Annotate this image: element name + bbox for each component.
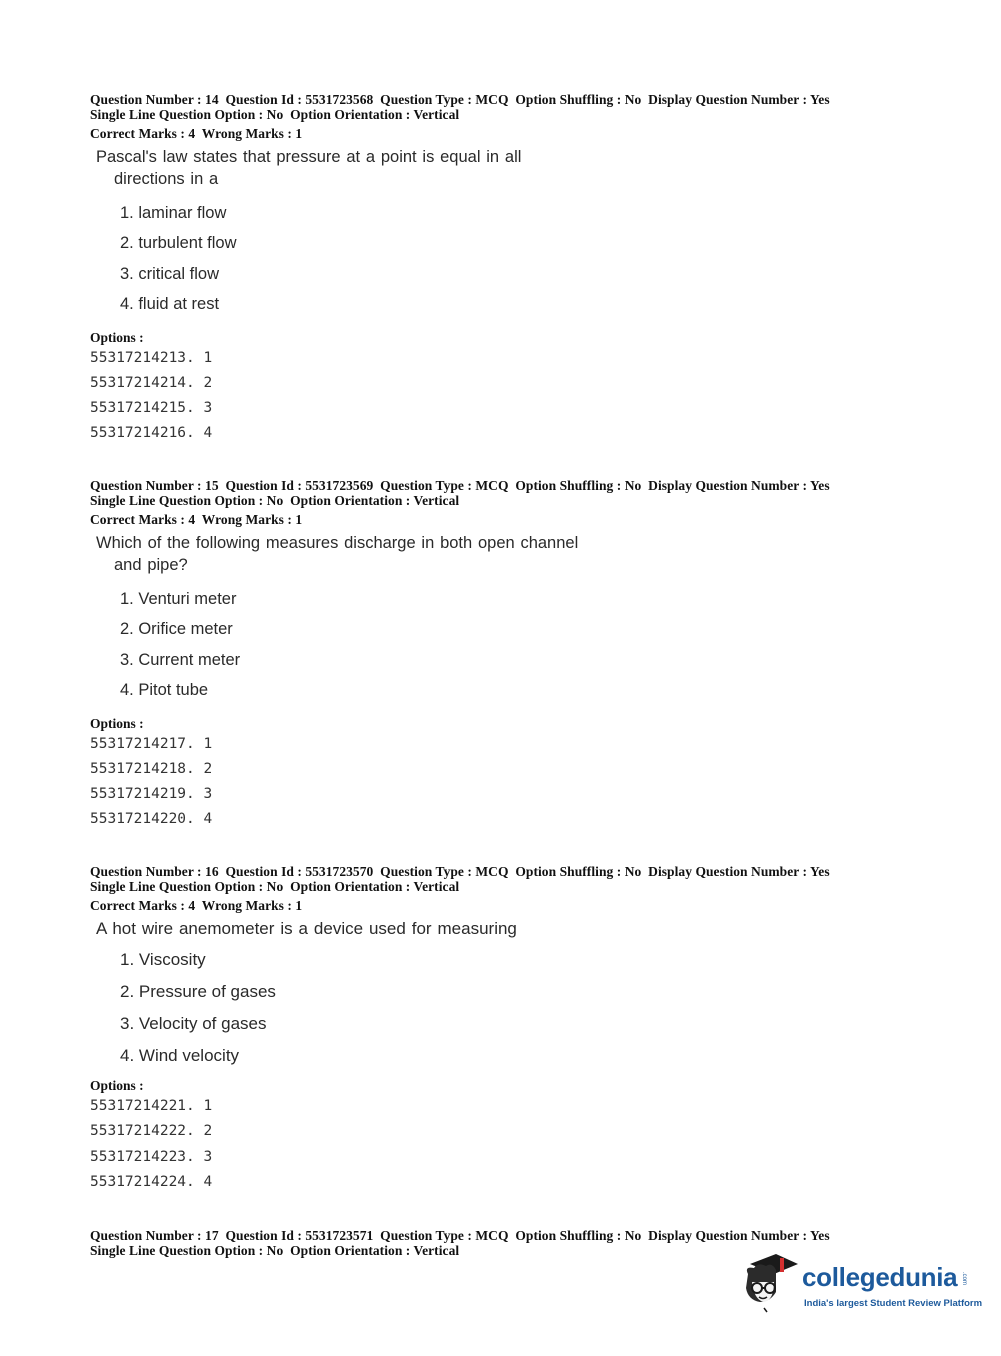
options-label: Options : [90, 1078, 144, 1093]
question-marks: Correct Marks : 4 Wrong Marks : 1 [90, 512, 303, 527]
question-meta-line1: Question Number : 15 Question Id : 5531723569 Question Type : MCQ Option Shuffling : No Display Question Number : Yes [90, 478, 830, 493]
logo-suffix: .com [961, 1272, 967, 1286]
option-id-item: 55317214218. 2 [90, 760, 213, 777]
option-id-item: 55317214222. 2 [90, 1123, 213, 1140]
choice-item: 2. Pressure of gases [120, 982, 276, 1001]
question-meta-line2: Single Line Question Option : No Option Orientation : Vertical [90, 107, 460, 122]
options-label: Options : [90, 329, 144, 345]
option-id-item: 55317214220. 4 [90, 811, 213, 828]
option-id-list [90, 732, 970, 833]
choice-item: 4. fluid at rest [120, 295, 220, 314]
choice-item: 2. Orifice meter [120, 620, 233, 639]
option-id-item: 55317214221. 1 [90, 1098, 213, 1114]
option-id-item: 55317214216. 4 [90, 425, 213, 442]
choice-item: 2. turbulent flow [120, 234, 237, 253]
question-16 [90, 864, 970, 1195]
choice-item: 3. Current meter [120, 650, 241, 669]
question-text-line2: and pipe? [114, 556, 188, 574]
question-marks: Correct Marks : 4 Wrong Marks : 1 [90, 126, 303, 141]
options-label: Options : [90, 715, 144, 731]
question-meta-line2: Single Line Question Option : No Option Orientation : Vertical [90, 879, 460, 894]
question-text-line1: Which of the following measures discharge in both open channel [96, 534, 579, 552]
logo-wordmark: collegedunia [802, 1262, 958, 1292]
question-15 [90, 478, 970, 833]
option-id-item: 55317214213. 1 [90, 349, 213, 366]
option-id-item: 55317214217. 1 [90, 735, 213, 752]
option-id-item: 55317214223. 3 [90, 1148, 213, 1165]
question-meta-line2: Single Line Question Option : No Option Orientation : Vertical [90, 493, 460, 508]
choice-list [120, 944, 970, 1072]
question-meta-line1: Question Number : 17 Question Id : 5531723571 Question Type : MCQ Option Shuffling : No Display Question Number : Yes [90, 1228, 830, 1243]
question-meta-line1: Question Number : 14 Question Id : 5531723568 Question Type : MCQ Option Shuffling : No Display Question Number : Yes [90, 92, 830, 107]
choice-item: 3. Velocity of gases [120, 1014, 267, 1033]
question-text [96, 146, 970, 190]
question-text-line1: Pascal's law states that pressure at a point is equal in all [96, 148, 522, 166]
choice-item: 1. Viscosity [120, 950, 206, 969]
choice-item: 1. Venturi meter [120, 590, 237, 608]
option-id-list [90, 346, 970, 447]
question-text-line2: directions in a [114, 170, 219, 188]
choice-item: 4. Wind velocity [120, 1046, 240, 1065]
question-marks: Correct Marks : 4 Wrong Marks : 1 [90, 898, 303, 913]
question-text [96, 918, 970, 940]
choice-item: 3. critical flow [120, 264, 220, 283]
choice-item: 4. Pitot tube [120, 681, 209, 700]
question-text [96, 532, 970, 576]
option-id-item: 55317214214. 2 [90, 374, 213, 391]
choice-list [120, 198, 970, 320]
question-meta-line1: Question Number : 16 Question Id : 5531723570 Question Type : MCQ Option Shuffling : No Display Question Number : Yes [90, 864, 830, 879]
option-id-item: 55317214219. 3 [90, 786, 213, 803]
choice-list [120, 584, 970, 706]
question-meta-line2: Single Line Question Option : No Option Orientation : Vertical [90, 1243, 460, 1258]
option-id-item: 55317214215. 3 [90, 400, 213, 417]
question-text-line1: A hot wire anemometer is a device used for measuring [96, 919, 517, 938]
option-id-list [90, 1094, 970, 1195]
mascot-icon [740, 1252, 802, 1314]
option-id-item: 55317214224. 4 [90, 1173, 213, 1190]
logo-tagline: India's largest Student Review Platform [804, 1298, 983, 1309]
choice-item: 1. laminar flow [120, 204, 227, 222]
collegedunia-logo[interactable] [740, 1252, 983, 1322]
question-14 [90, 92, 970, 447]
